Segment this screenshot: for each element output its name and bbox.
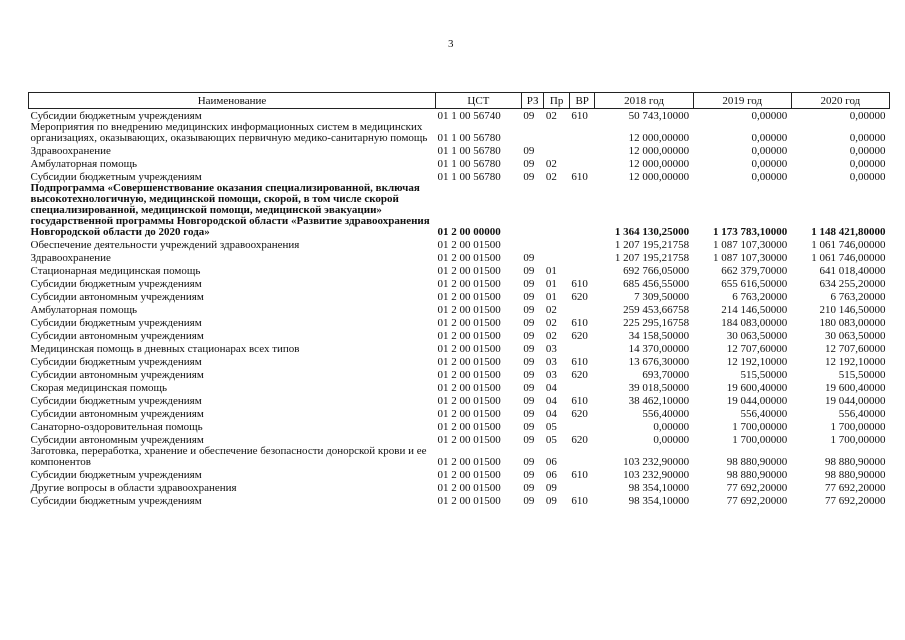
row-cst: 01 2 00 01500 [437,265,501,277]
row-2018: 12 000,00000 [628,145,690,157]
header-pr: Пр [544,93,570,109]
row-2019: 0,00000 [751,158,788,170]
row-vr: 610 [571,171,588,183]
row-vr [569,264,595,277]
row-2018: 14 370,00000 [628,343,690,355]
row-2019: 184 083,00000 [721,317,788,329]
row-rz [521,238,543,251]
header-2018: 2018 год [595,93,693,109]
row-rz: 09 [523,382,535,394]
row-rz [521,183,543,238]
table-row [29,355,890,368]
row-2018: 12 000,00000 [628,158,690,170]
row-cst: 01 2 00 01500 [437,252,501,264]
row-name: Субсидии бюджетным учреждениям [30,495,202,507]
row-2020: 77 692,20000 [825,482,886,494]
row-rz: 09 [523,421,535,433]
row-2019: 214 146,50000 [721,304,788,316]
row-2018: 34 158,50000 [628,330,690,342]
row-2020: 210 146,50000 [819,304,886,316]
table-row [29,251,890,264]
row-2018: 0,00000 [653,421,690,433]
row-2018: 1 364 130,25000 [614,226,690,238]
row-rz: 09 [523,265,535,277]
row-vr: 620 [571,291,588,303]
row-name: Стационарная медицинская помощь [30,265,201,277]
row-cst: 01 1 00 56780 [437,145,501,157]
row-vr: 610 [571,495,588,507]
table-row [29,316,890,329]
row-vr [569,122,595,144]
row-name: Субсидии бюджетным учреждениям [30,356,202,368]
header-name: Наименование [29,93,436,109]
header-2020: 2020 год [791,93,889,109]
row-2020: 30 063,50000 [825,330,886,342]
row-2020: 19 044,00000 [825,395,886,407]
row-pr: 01 [545,291,557,303]
row-cst: 01 1 00 56780 [437,171,501,183]
row-cst: 01 2 00 00000 [437,226,501,238]
row-cst: 01 2 00 01500 [437,456,501,468]
row-pr: 05 [545,434,557,446]
row-pr [544,251,570,264]
row-rz: 09 [523,469,535,481]
row-cst: 01 1 00 56780 [437,158,501,170]
row-rz: 09 [523,343,535,355]
header-2019: 2019 год [693,93,791,109]
row-rz: 09 [523,110,535,122]
row-cst: 01 2 00 01500 [437,408,501,420]
table-row [29,144,890,157]
table-row [29,368,890,381]
row-pr: 06 [545,469,557,481]
row-2020: 1 700,00000 [830,421,886,433]
row-vr: 610 [571,110,588,122]
row-name: Здравоохранение [30,252,111,264]
row-2018: 685 456,55000 [623,278,690,290]
row-2019: 98 880,90000 [726,469,788,481]
row-name: Санаторно-оздоровительная помощь [30,421,203,433]
row-2020: 77 692,20000 [825,495,886,507]
row-rz: 09 [523,145,535,157]
row-2020: 98 880,90000 [825,456,886,468]
table-row [29,183,890,238]
row-rz: 09 [523,369,535,381]
row-vr [569,481,595,494]
row-vr [569,183,595,238]
row-2018: 225 295,16758 [623,317,690,329]
row-2018: 98 354,10000 [628,495,690,507]
row-2020: 515,50000 [838,369,886,381]
row-2019: 77 692,20000 [726,482,788,494]
table-row [29,446,890,468]
row-cst: 01 2 00 01500 [437,304,501,316]
row-2020: 1 061 746,00000 [811,239,886,251]
table-row [29,238,890,251]
table-row [29,329,890,342]
row-2020: 634 255,20000 [819,278,886,290]
row-pr [544,238,570,251]
row-2019: 662 379,70000 [721,265,788,277]
row-cst: 01 2 00 01500 [437,278,501,290]
row-cst: 01 2 00 01500 [437,434,501,446]
row-2019: 0,00000 [751,132,788,144]
row-2018: 103 232,90000 [623,469,690,481]
row-rz: 09 [523,304,535,316]
row-name: Субсидии бюджетным учреждениям [30,278,202,290]
row-2018: 1 207 195,21758 [614,252,690,264]
row-pr: 04 [545,382,557,394]
row-pr [544,144,570,157]
page-number: 3 [448,38,454,50]
table-row [29,109,890,123]
row-cst: 01 2 00 01500 [437,495,501,507]
row-2018: 259 453,66758 [623,304,690,316]
row-2018: 98 354,10000 [628,482,690,494]
row-pr: 09 [545,482,557,494]
row-2019: 1 087 107,30000 [713,239,788,251]
row-2019: 12 192,10000 [726,356,788,368]
row-vr: 610 [571,356,588,368]
row-vr: 610 [571,278,588,290]
row-name: Субсидии автономным учреждениям [30,330,204,342]
row-2018: 556,40000 [642,408,690,420]
row-pr: 02 [545,110,557,122]
row-cst: 01 2 00 01500 [437,356,501,368]
row-rz: 09 [523,158,535,170]
row-2018: 38 462,10000 [628,395,690,407]
row-pr: 06 [545,456,557,468]
row-2019: 515,50000 [740,369,788,381]
row-cst: 01 2 00 01500 [437,343,501,355]
table-row [29,494,890,507]
row-name: Субсидии бюджетным учреждениям [30,317,202,329]
row-2019: 12 707,60000 [726,343,788,355]
row-name: Амбулаторная помощь [30,304,138,316]
budget-table [28,92,890,507]
row-2019: 1 173 783,10000 [713,226,788,238]
row-2020: 98 880,90000 [825,469,886,481]
row-vr [569,342,595,355]
row-pr: 01 [545,278,557,290]
table-row [29,394,890,407]
row-pr: 09 [545,495,557,507]
row-vr [569,238,595,251]
row-pr: 04 [545,408,557,420]
row-2020: 12 707,60000 [825,343,886,355]
row-name: Медицинская помощь в дневных стационарах всех типов [30,343,300,355]
table-row [29,277,890,290]
row-vr: 620 [571,434,588,446]
row-pr: 03 [545,343,557,355]
row-name: Субсидии автономным учреждениям [30,291,204,303]
table-row [29,420,890,433]
row-2018: 1 207 195,21758 [614,239,690,251]
row-cst: 01 2 00 01500 [437,330,501,342]
table-row [29,303,890,316]
header-rz: РЗ [521,93,543,109]
row-name: Обеспечение деятельности учреждений здравоохранения [30,239,300,251]
row-name: Другие вопросы в области здравоохранения [30,482,237,494]
row-rz: 09 [523,252,535,264]
row-pr: 02 [545,304,557,316]
row-2018: 39 018,50000 [628,382,690,394]
table-row [29,468,890,481]
row-2019: 30 063,50000 [726,330,788,342]
row-vr [569,144,595,157]
row-vr: 610 [571,469,588,481]
table-row [29,157,890,170]
row-2019: 0,00000 [751,171,788,183]
row-2019: 98 880,90000 [726,456,788,468]
row-2018: 12 000,00000 [628,171,690,183]
row-pr [544,183,570,238]
row-pr: 02 [545,158,557,170]
row-vr [569,420,595,433]
row-rz: 09 [523,278,535,290]
row-2020: 0,00000 [849,132,886,144]
row-2020: 180 083,00000 [819,317,886,329]
row-vr: 610 [571,317,588,329]
row-rz: 09 [523,317,535,329]
row-2019: 1 700,00000 [732,421,788,433]
row-vr: 610 [571,395,588,407]
row-2020: 0,00000 [849,171,886,183]
header-cst: ЦСТ [435,93,521,109]
row-2019: 0,00000 [751,145,788,157]
row-vr: 620 [571,408,588,420]
row-name: Подпрограмма «Совершенствование оказания специализированной, включая высокотехнологичную, медицинской помощи, скорой, в том числе скорой специализированной, медицинской помощи, медицинской эвакуации» государственной программы Новгородской области «Развитие здравоохранения Новгородской области до 2020 года» [30,182,430,238]
table-row [29,264,890,277]
table-body [29,109,890,508]
row-name: Заготовка, переработка, хранение и обеспечение безопасности донорской крови и ее компонентов [30,445,427,468]
row-rz: 09 [523,434,535,446]
row-2019: 19 600,40000 [726,382,788,394]
row-2018: 692 766,05000 [623,265,690,277]
row-pr: 03 [545,356,557,368]
row-pr: 02 [545,317,557,329]
row-cst: 01 2 00 01500 [437,239,501,251]
header-vr: ВР [569,93,595,109]
row-2020: 0,00000 [849,158,886,170]
row-2020: 0,00000 [849,145,886,157]
row-name: Субсидии автономным учреждениям [30,369,204,381]
row-2018: 0,00000 [653,434,690,446]
row-vr [569,381,595,394]
row-name: Субсидии бюджетным учреждениям [30,469,202,481]
row-2020: 12 192,10000 [825,356,886,368]
row-2019: 1 087 107,30000 [713,252,788,264]
row-2020: 1 148 421,80000 [811,226,886,238]
table-header-row [29,93,890,109]
row-2019: 0,00000 [751,110,788,122]
row-vr [569,446,595,468]
row-vr: 620 [571,369,588,381]
row-pr: 05 [545,421,557,433]
row-2018: 7 309,50000 [634,291,690,303]
row-vr: 620 [571,330,588,342]
row-name: Субсидии бюджетным учреждениям [30,110,202,122]
table-row [29,342,890,355]
row-rz: 09 [523,456,535,468]
row-cst: 01 2 00 01500 [437,421,501,433]
row-rz: 09 [523,495,535,507]
table-row [29,290,890,303]
row-cst: 01 2 00 01500 [437,482,501,494]
row-rz: 09 [523,395,535,407]
row-vr [569,303,595,316]
table-row [29,122,890,144]
row-pr: 02 [545,330,557,342]
row-pr: 04 [545,395,557,407]
row-cst: 01 1 00 56780 [437,132,501,144]
table-row [29,381,890,394]
row-pr: 01 [545,265,557,277]
table-row [29,481,890,494]
row-2018: 13 676,30000 [628,356,690,368]
row-name: Субсидии бюджетным учреждениям [30,395,202,407]
row-rz [521,122,543,144]
row-2020: 556,40000 [838,408,886,420]
row-pr: 03 [545,369,557,381]
row-name: Скорая медицинская помощь [30,382,168,394]
row-rz: 09 [523,330,535,342]
row-2018: 693,70000 [642,369,690,381]
row-name: Мероприятия по внедрению медицинских информационных систем в медицинских организациях, оказывающих, оказывающих первичную медико-санитарную помощь [30,121,428,144]
row-cst: 01 2 00 01500 [437,395,501,407]
row-2019: 1 700,00000 [732,434,788,446]
row-2019: 6 763,20000 [732,291,788,303]
row-name: Субсидии автономным учреждениям [30,434,204,446]
row-2019: 655 616,50000 [721,278,788,290]
row-pr [544,122,570,144]
row-name: Субсидии автономным учреждениям [30,408,204,420]
table-row [29,407,890,420]
row-2018: 103 232,90000 [623,456,690,468]
row-name: Здравоохранение [30,145,111,157]
row-cst: 01 2 00 01500 [437,382,501,394]
row-rz: 09 [523,482,535,494]
row-2020: 0,00000 [849,110,886,122]
row-rz: 09 [523,408,535,420]
row-cst: 01 2 00 01500 [437,469,501,481]
row-pr: 02 [545,171,557,183]
row-cst: 01 2 00 01500 [437,369,501,381]
row-vr [569,157,595,170]
row-2020: 19 600,40000 [825,382,886,394]
row-2018: 12 000,00000 [628,132,690,144]
row-name: Амбулаторная помощь [30,158,138,170]
row-2019: 77 692,20000 [726,495,788,507]
row-2018: 50 743,10000 [628,110,690,122]
row-cst: 01 1 00 56740 [437,110,501,122]
row-cst: 01 2 00 01500 [437,291,501,303]
row-2020: 641 018,40000 [819,265,886,277]
row-vr [569,251,595,264]
row-2020: 1 061 746,00000 [811,252,886,264]
row-2020: 1 700,00000 [830,434,886,446]
row-2019: 556,40000 [740,408,788,420]
row-rz: 09 [523,291,535,303]
row-2019: 19 044,00000 [726,395,788,407]
row-cst: 01 2 00 01500 [437,317,501,329]
row-rz: 09 [523,171,535,183]
row-name: Субсидии бюджетным учреждениям [30,171,202,183]
row-rz: 09 [523,356,535,368]
row-2020: 6 763,20000 [830,291,886,303]
